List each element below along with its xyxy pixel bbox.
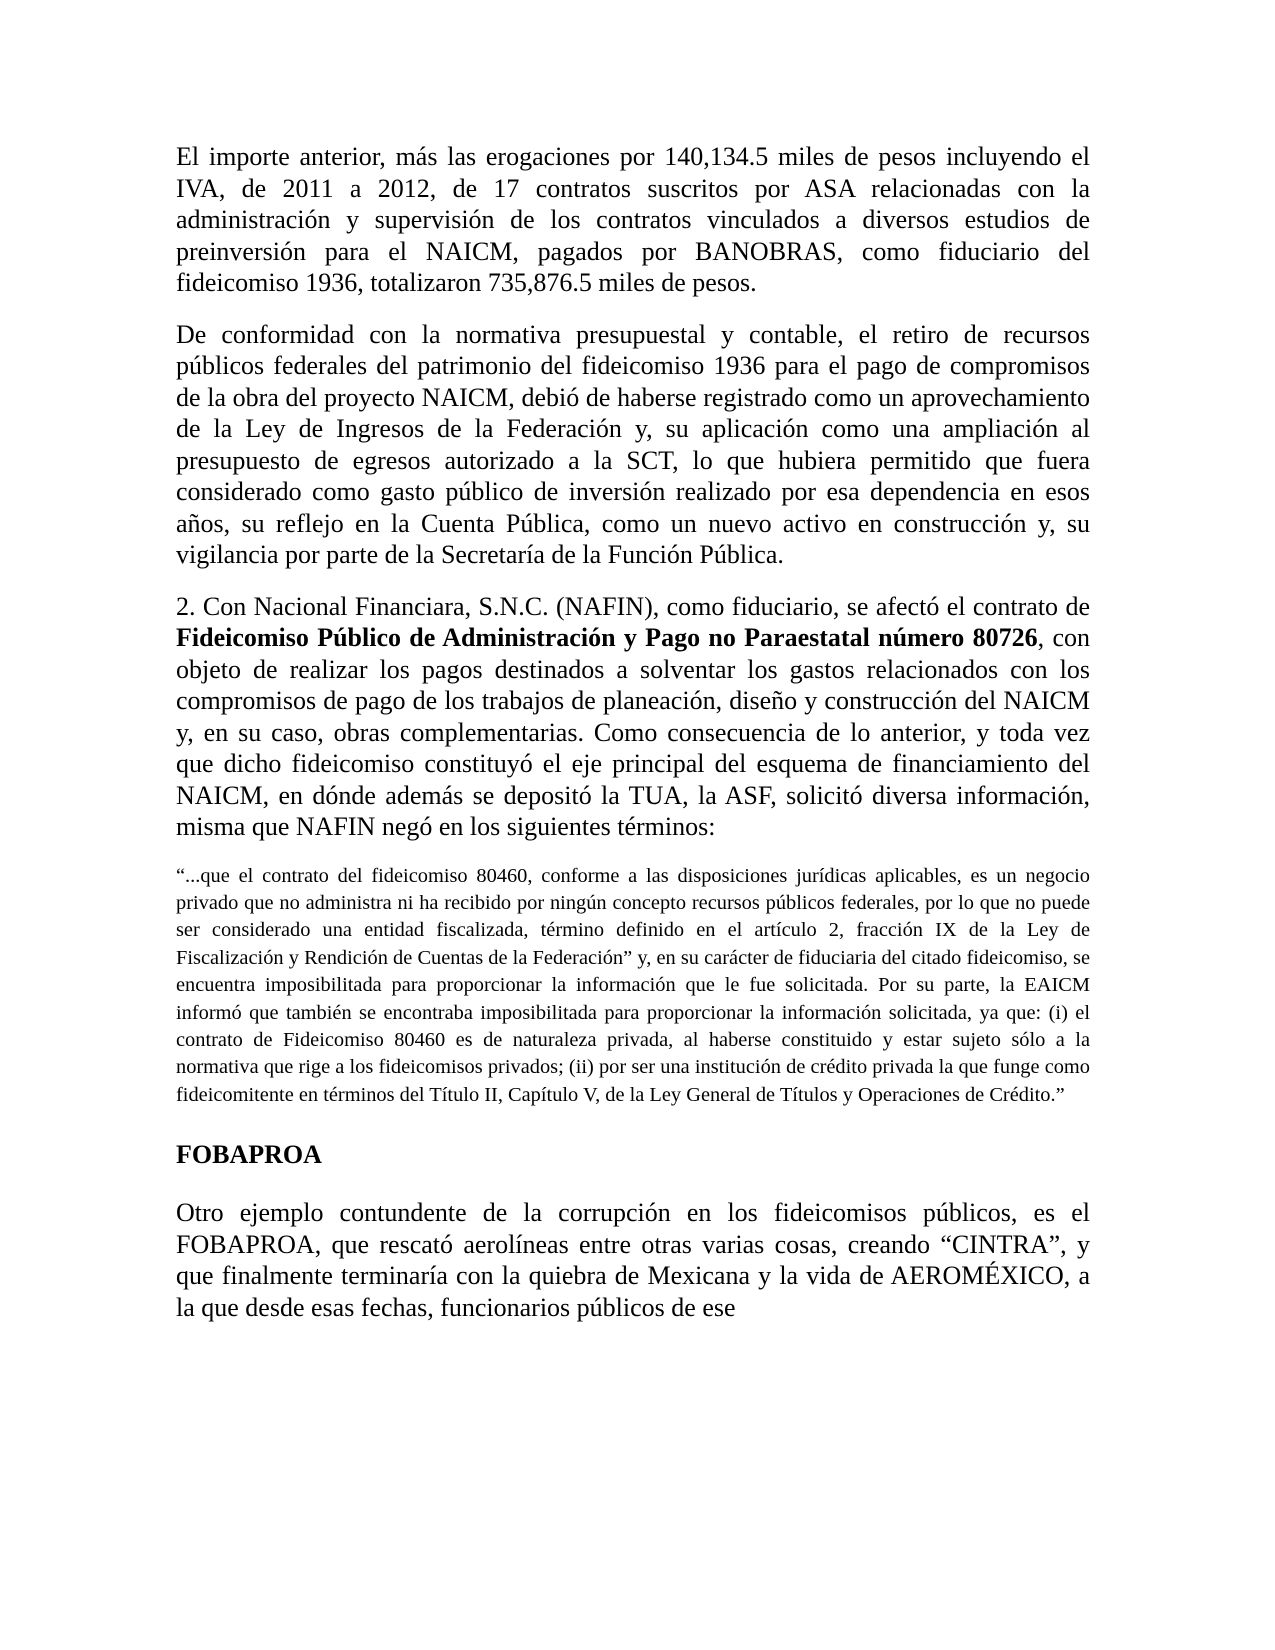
section-heading-fobaproa: FOBAPROA — [176, 1140, 322, 1170]
fideicomiso-name-bold: Fideicomiso Público de Administración y Pago no Paraestatal número 80726 — [176, 623, 1038, 652]
paragraph-normativa: De conformidad con la normativa presupuestal y contable, el retiro de recursos públicos federales del patrimonio del fideicomiso 1936 para el pago de compromisos de la obra del proyecto NAICM, debió de haberse registrado como un aprovechamiento de la Ley de Ingresos de la Federación y, su aplicación como una ampliación al presupuesto de egresos autorizado a la SCT, lo que hubiera permitido que fuera considerado como gasto público de inversión realizado por esa dependencia en esos años, su reflejo en la Cuenta Pública, como un nuevo activo en construcción y, su vigilancia por parte de la Secretaría de la Función Pública. — [176, 319, 1090, 569]
paragraph-nafin-intro: 2. Con Nacional Financiara, S.N.C. (NAFIN), como fiduciario, se afectó el contrato de — [176, 591, 1090, 621]
paragraph-nafin — [176, 591, 1090, 843]
paragraph-importe: El importe anterior, más las erogaciones por 140,134.5 miles de pesos incluyendo el IVA, de 2011 a 2012, de 17 contratos suscritos por ASA relacionadas con la administración y supervisión de los contratos vinculados a diversos estudios de preinversión para el NAICM, pagados por BANOBRAS, como fiduciario del fideicomiso 1936, totalizaron 735,876.5 miles de pesos. — [176, 142, 1090, 297]
paragraph-nafin-rest: , con objeto de realizar los pagos destinados a solventar los gastos relacionados con los compromisos de pago de los trabajos de planeación, diseño y construcción del NAICM y, en su caso, obras complementarias. Como consecuencia de lo anterior, y toda vez que dicho fideicomiso constituyó el eje principal del esquema de financiamiento del NAICM, en dónde además se depositó la TUA, la ASF, solicitó diversa información, misma que NAFIN negó en los siguientes términos: — [176, 623, 1091, 841]
document-page — [176, 141, 1090, 1343]
paragraph-fobaproa: Otro ejemplo contundente de la corrupción en los fideicomisos públicos, es el FOBAPROA, que rescató aerolíneas entre otras varias cosas, creando “CINTRA”, y que finalmente terminaría con la quiebra de Mexicana y la vida de AEROMÉXICO, a la que desde esas fechas, funcionarios públicos de ese — [176, 1198, 1090, 1322]
block-quote: “...que el contrato del fideicomiso 80460, conforme a las disposiciones jurídicas aplicables, es un negocio privado que no administra ni ha recibido por ningún concepto recursos públicos federales, por lo que no puede ser considerado una entidad fiscalizada, término definido en el artículo 2, fracción IX de la Ley de Fiscalización y Rendición de Cuentas de la Federación” y, en su carácter de fiduciaria del citado fideicomiso, se encuentra imposibilitada para proporcionar la información que le fue solicitada. Por su parte, la EAICM informó que también se encontraba imposibilitada para proporcionar la información solicitada, ya que: (i) el contrato de Fideicomiso 80460 es de naturaleza privada, al haberse constituido y estar sujeto sólo a la normativa que rige a los fideicomisos privados; (ii) por ser una institución de crédito privada la que funge como fideicomitente en términos del Título II, Capítulo V, de la Ley General de Títulos y Operaciones de Crédito.” — [176, 864, 1090, 1106]
